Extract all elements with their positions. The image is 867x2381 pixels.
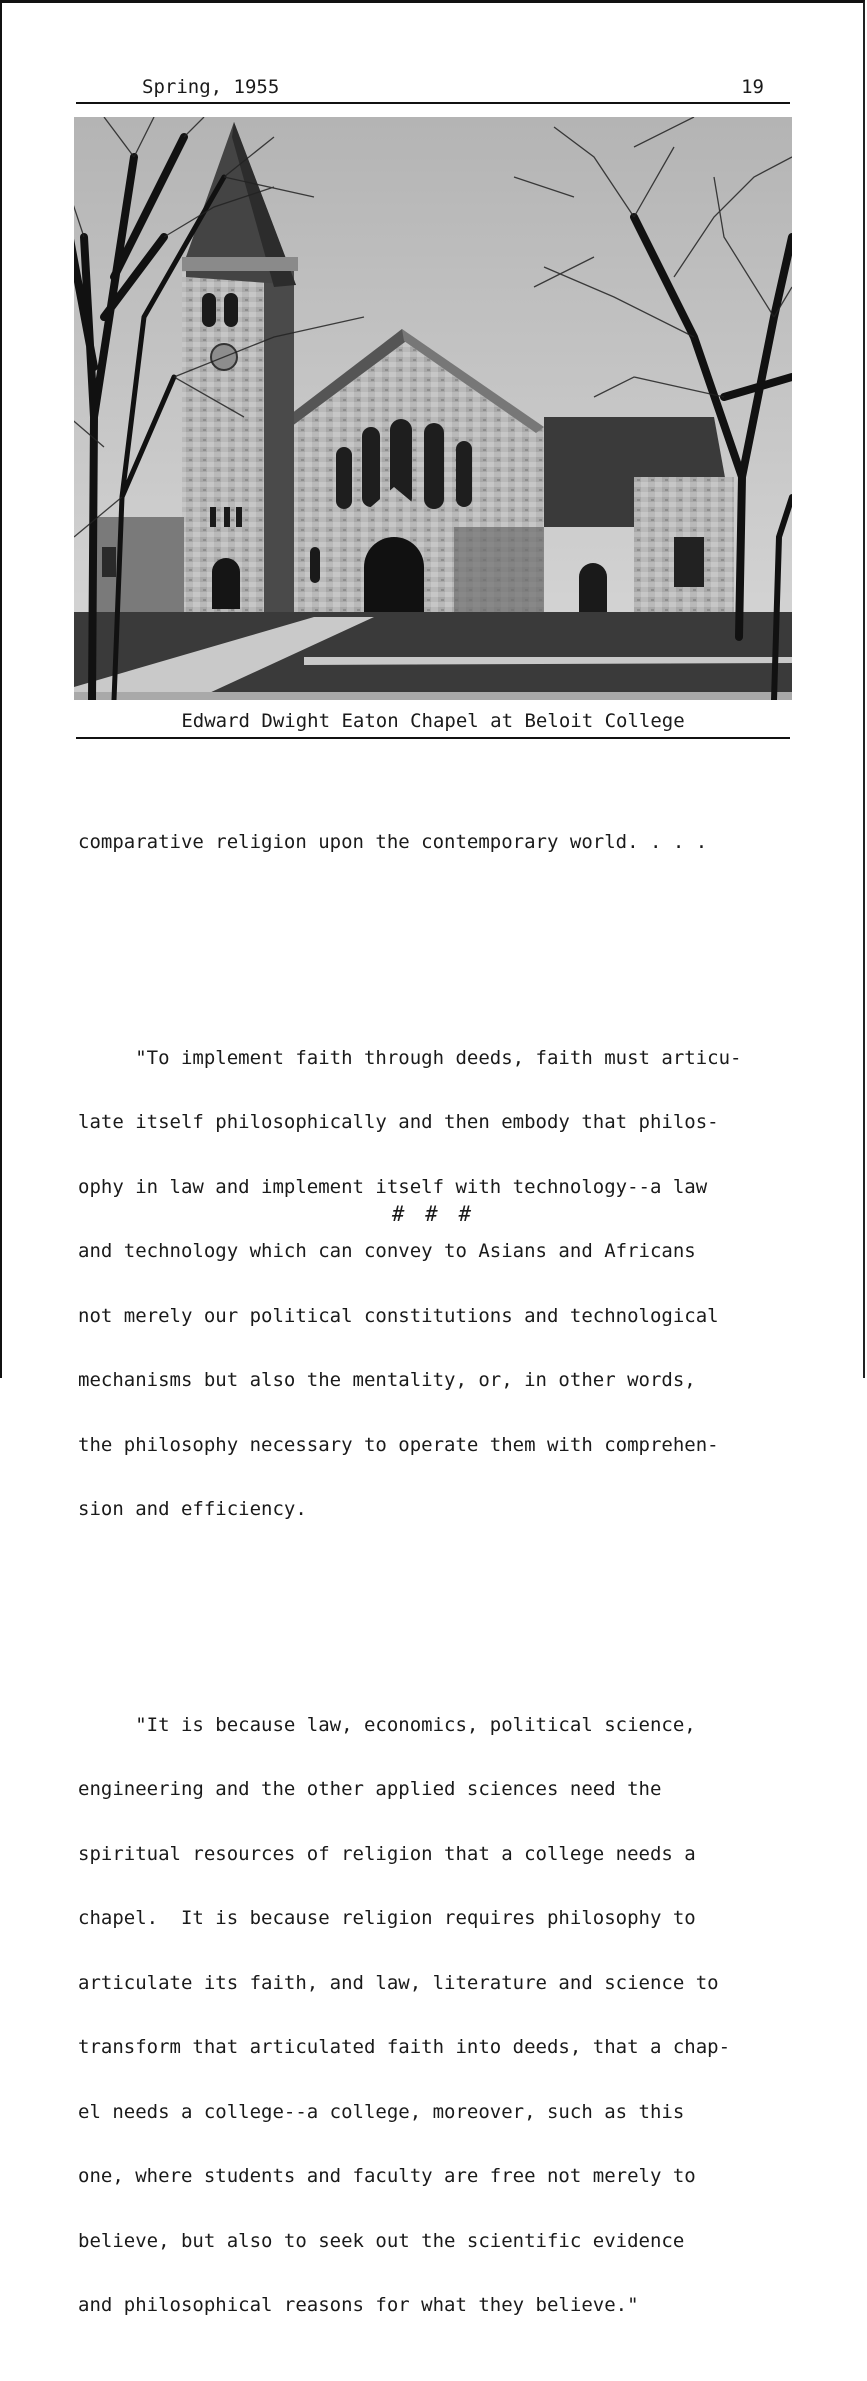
page-number: 19 [741, 76, 764, 98]
text-line: believe, but also to seek out the scientific evidence [78, 2229, 685, 2252]
text-line: comparative religion upon the contemporary world. . . . [78, 831, 708, 853]
article-body [78, 746, 818, 2381]
text-line: and technology which can convey to Asians and Africans [78, 1240, 696, 1262]
paragraph-quote-2 [78, 1672, 818, 2360]
chapel-illustration [74, 117, 792, 700]
text-line: the philosophy necessary to operate them with comprehen- [78, 1433, 719, 1456]
text-line: articulate its faith, and law, literature and science to [78, 1971, 719, 1994]
end-mark: # # # [391, 1202, 476, 1226]
text-line: engineering and the other applied sciences need the [78, 1778, 662, 1800]
text-line: not merely our political constitutions and technological [78, 1304, 719, 1327]
text-line: and philosophical reasons for what they believe." [78, 2294, 639, 2316]
text-line: late itself philosophically and then embody that philos- [78, 1111, 719, 1133]
text-line: spiritual resources of religion that a college needs a [78, 1842, 696, 1865]
issue-date: Spring, 1955 [142, 76, 280, 98]
chapel-photograph [74, 117, 792, 700]
text-line: chapel. It is because religion requires philosophy to [78, 1907, 696, 1929]
photo-caption: Edward Dwight Eaton Chapel at Beloit College [76, 710, 790, 739]
text-line: el needs a college--a college, moreover, such as this [78, 2100, 685, 2123]
text-line: "It is because law, economics, political science, [78, 1713, 696, 1736]
paragraph-quote-1 [78, 1005, 818, 1564]
text-line: mechanisms but also the mentality, or, in other words, [78, 1369, 696, 1391]
text-line: one, where students and faculty are free not merely to [78, 2165, 696, 2187]
text-line: "To implement faith through deeds, faith must articu- [78, 1046, 742, 1069]
paragraph-continuation [78, 789, 818, 897]
text-line: transform that articulated faith into deeds, that a chap- [78, 2036, 731, 2058]
text-line: sion and efficiency. [78, 1498, 307, 1520]
running-header [76, 76, 790, 104]
text-line: ophy in law and implement itself with technology--a law [78, 1175, 708, 1198]
